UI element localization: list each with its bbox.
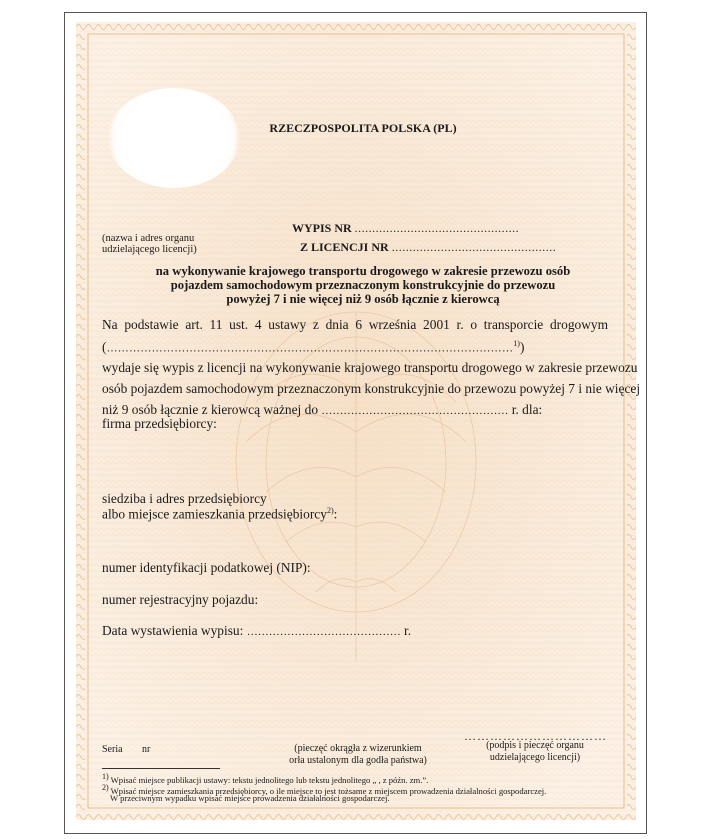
law-close-paren: ) (519, 339, 525, 355)
footnote-2-text: Wpisać miejsce zamieszkania przedsiębiorcy, o ile miejsce to jest tożsame z miejscem prowadzenia działalności gospodarczej. (108, 785, 547, 796)
company-name-label: firma przedsiębiorcy: (102, 416, 217, 431)
body-line-3: wydaje się wypis z licencji na wykonywanie krajowego transportu drogowego w zakresie przewozu (102, 360, 638, 375)
licence-label: Z LICENCJI NR (300, 240, 389, 254)
organ-note-line2: udzielającego licencji) (102, 244, 197, 255)
document-heading (120, 264, 606, 306)
footnote-ref-2: 2) (326, 506, 334, 515)
valid-until-suffix: r. dla: (511, 402, 543, 417)
address-label-line1: siedziba i adres przedsiębiorcy (102, 491, 267, 506)
round-seal-note-line2: orła ustalonym dla godła państwa) (289, 755, 427, 766)
signature-note-line2: udzielającego licencji) (489, 752, 581, 763)
number-label: nr (142, 744, 151, 755)
body-line-4: osób pojazdem samochodowym przeznaczonym konstrukcyjnie do przewozu powyżej 7 i nie więcej (102, 381, 641, 396)
signature-field: …………………………… (464, 729, 607, 743)
footnote-2-mark: 2) (102, 783, 109, 792)
signature-note (465, 740, 605, 764)
nip-label: numer identyfikacji podatkowej (NIP): (102, 560, 311, 575)
heading-line2: pojazdem samochodowym przeznaczonym konstrukcyjnie do przewozu (170, 278, 556, 292)
issue-date-label: Data wystawienia wypisu: (102, 623, 244, 638)
issue-date-field: …………………………………… (246, 626, 401, 638)
round-seal-note-line1: (pieczęć okrągła z wizerunkiem (294, 743, 422, 754)
footnote-ref-1: 1) (513, 339, 520, 348)
body-line-2 (102, 339, 608, 355)
country-title: RZECZPOSPOLITA POLSKA (PL) (269, 121, 457, 135)
heading-line1: na wykonywanie krajowego transportu drogowego w zakresie przewozu osób (155, 264, 571, 278)
footnote-2-continued: W przeciwnym wypadku wpisać miejsce prowadzenia działalności gospodarczej. (110, 793, 390, 803)
seal-placeholder (108, 88, 240, 188)
signature-note-line1: (podpis i pieczęć organu (486, 740, 584, 751)
footnote-divider (102, 768, 220, 769)
body-line-1: Na podstawie art. 11 ust. 4 ustawy z dnia 6 września 2001 r. o transporcie drogowym (102, 317, 608, 332)
law-open-paren: ( (102, 339, 107, 355)
issue-date-line (102, 623, 411, 639)
registration-number-label: numer rejestracyjny pojazdu: (102, 592, 259, 607)
organ-note-line1: (nazwa i adres organu (102, 233, 195, 244)
wypis-label: WYPIS NR (292, 221, 352, 235)
valid-until-field: …………………………………………… (321, 405, 509, 417)
heading-line3: powyżej 7 i nie więcej niż 9 osób łącznie z kierowcą (226, 292, 500, 306)
footnote-1-mark: 1) (102, 772, 109, 781)
law-publication-field: ……………………………………………………………………………………………… (106, 342, 514, 355)
valid-until-label: niż 9 osób łącznie z kierowcą ważnej do (102, 402, 319, 417)
wypis-number-field: ............................................... (354, 221, 520, 235)
round-seal-note (280, 743, 436, 767)
issue-date-suffix: r. (404, 623, 412, 638)
issuing-authority-note (102, 233, 197, 255)
licence-number-field: ............................................... (391, 240, 557, 254)
address-label-line2 (102, 506, 337, 522)
address-label-colon: : (333, 506, 338, 522)
wypis-number-line (292, 221, 519, 236)
footnote-1-text: Wpisać miejsce publikacji ustawy: tekstu jednolitego lub tekstu jednolitego „ , z późn. zm.”. (108, 774, 429, 785)
address-label-text: albo miejsce zamieszkania przedsiębiorcy (102, 506, 327, 522)
series-label: Seria (102, 744, 123, 755)
licence-number-line (300, 240, 556, 255)
